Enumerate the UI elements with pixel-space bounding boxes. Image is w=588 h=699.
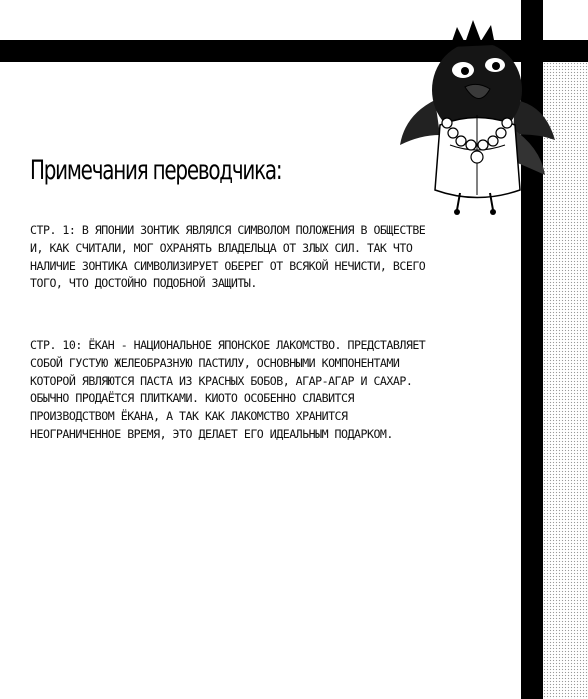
crow-mascot-illustration: [395, 5, 560, 220]
translator-note: СТР. 10: ЁКАН - НАЦИОНАЛЬНОЕ ЯПОНСКОЕ ЛАКОМСТВО. ПРЕДСТАВЛЯЕТ СОБОЙ ГУСТУЮ ЖЕЛЕОБРАЗНУЮ ПАСТИЛУ, ОСНОВНЫМИ КОМПОНЕНТАМИ КОТОРОЙ ЯВЛЯЮТСЯ ПАСТА ИЗ КРАСНЫХ БОБОВ, АГАР-АГАР И САХАР. ОБЫЧНО ПРОДАЁТСЯ ПЛИТКАМИ. КИОТО ОСОБЕННО СЛАВИТСЯ ПРОИЗВОДСТВОМ ЁКАНА, А ТАК КАК ЛАКОМСТВО ХРАНИТСЯ НЕОГРАНИЧЕННОЕ ВРЕМЯ, ЭТО ДЕЛАЕТ ЕГО ИДЕАЛЬНЫМ ПОДАРКОМ.: [30, 338, 426, 441]
translator-note: СТР. 1: В ЯПОНИИ ЗОНТИК ЯВЛЯЛСЯ СИМВОЛОМ ПОЛОЖЕНИЯ В ОБЩЕСТВЕ И, КАК СЧИТАЛИ, МОГ ОХРАНЯТЬ ВЛАДЕЛЬЦА ОТ ЗЛЫХ СИЛ. ТАК ЧТО НАЛИЧИЕ ЗОНТИКА СИМВОЛИЗИРУЕТ ОБЕРЕГ ОТ ВСЯКОЙ НЕЧИСТИ, ВСЕГО ТОГО, ЧТО ДОСТОЙНО ПОДОБНОЙ ЗАЩИТЫ.: [30, 223, 426, 291]
page-title: Примечания переводчика:: [30, 155, 282, 186]
